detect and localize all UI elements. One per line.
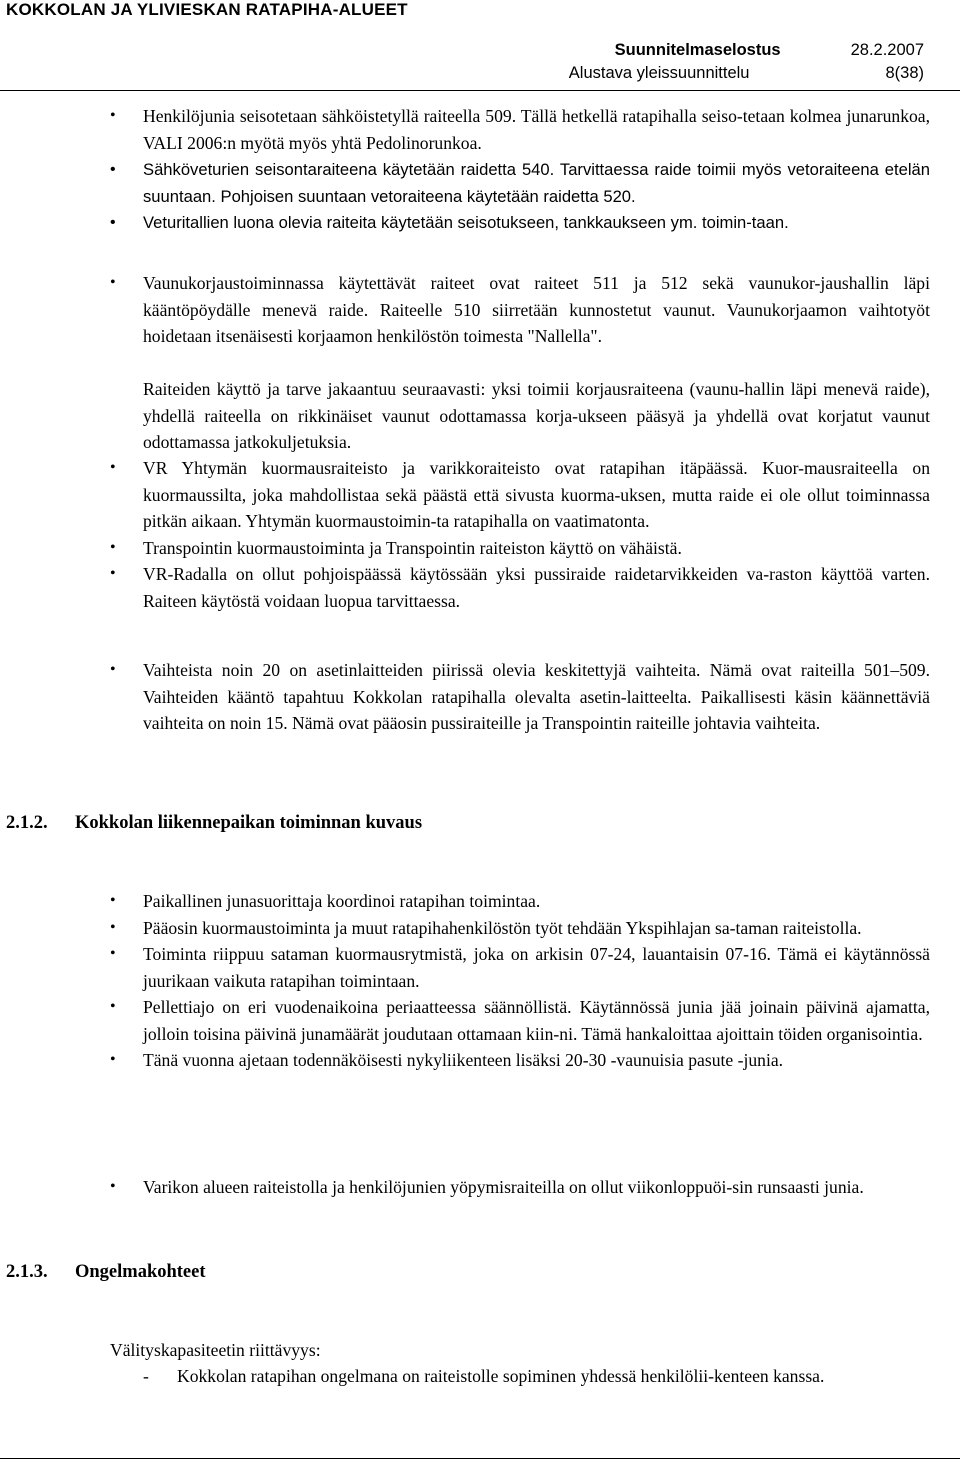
list-item: • Varikon alueen raiteistolla ja henkilöjunien yöpymisraiteilla on ollut viikonloppuöi-sin runsaasti junia. [110,1174,930,1201]
document-subtitle: Alustava yleissuunnittelu [568,64,750,82]
footer-rule [0,1458,960,1459]
body-paragraph: Raiteiden käyttö ja tarve jakaantuu seuraavasti: yksi toimii korjausraiteena (vaunu-hallin läpi menevä raide), yhdellä raiteella on rikkinäiset vaunut odottamassa korja-ukseen pääsyä ja yhdellä ovat korjatut vaunut odottamassa jatkokuljetuksia. [143,379,930,452]
list-item: • VR Yhtymän kuormausraiteisto ja varikkoraiteisto ovat ratapihan itäpäässä. Kuor-mausraiteella on kuormaussilta, joka mahdollistaa sekä päästä että sivusta kuorma-uksen, mutta raide ei ole ollut toiminnassa pitkän aikaan. Yhtymän kuormaustoimin-ta ratapihalla on vaatimatonta. [110,455,930,535]
section-number: 2.1.2. [6,813,48,833]
list-item: • Pellettiajo on eri vuodenaikoina periaatteessa säännöllistä. Käytännössä junia jää joinain päivinä ajamatta, jolloin toisina päivinä junamäärät joudutaan ottamaan kiin-ni. Tämä hankaloittaa ajoittain töiden organisointia. [110,994,930,1047]
list-item: • Transpointin kuormaustoiminta ja Transpointin raiteiston käyttö on vähäistä. [110,535,930,562]
section-heading-2-1-3 [6,1262,206,1283]
bullet-icon: • [110,661,116,678]
bullet-icon: • [110,274,116,291]
section-heading-2-1-2 [6,813,422,834]
bullet-icon: • [110,1178,116,1195]
list-item: • VR-Radalla on ollut pohjoispäässä käytössään yksi pussiraide raidetarvikkeiden va-raston käyttöä varten. Raiteen käytöstä voidaan luopua tarvittaessa. [110,561,930,614]
list-item: • Henkilöjunia seisotetaan sähköistetyllä raiteella 509. Tällä hetkellä ratapihalla seiso-tetaan kolmea junarunkoa, VALI 2006:n myötä myös yhtä Pedolinorunkoa. [110,103,930,156]
bullet-list-1c [110,270,930,350]
header-right-row1 [615,41,924,60]
list-item: • Pääosin kuormaustoiminta ja muut ratapihahenkilöstön työt tehdään Ykspihlajan sa-taman raiteistolla. [110,915,930,942]
bullet-icon: • [110,998,116,1015]
bullet-icon: • [110,538,116,556]
header-rule [0,90,960,91]
document-running-title: KOKKOLAN JA YLIVIESKAN RATAPIHA-ALUEET [6,0,408,19]
bullet-list-1b [110,157,930,237]
bullet-list-1a [110,103,930,156]
dash-marker: - [143,1366,149,1386]
document-date: 28.2.2007 [850,41,924,59]
list-item: • Vaihteista noin 20 on asetinlaitteiden piirissä olevia keskitettyjä vaihteita. Nämä ovat raiteilla 501–509. Vaihteiden kääntö tapahtuu Kokkolan ratapihalla olevalta asetin-laitteelta. Paikallisesti käsin käännettäviä vaihteita on noin 15. Nämä ovat pääosin pussiraiteille ja Transpointin raiteille johtavia vaihteita. [110,657,930,737]
list-item: • Sähköveturien seisontaraiteena käytetään raidetta 540. Tarvittaessa raide toimii myös vetoraiteena etelän suuntaan. Pohjoisen suuntaan vetoraiteena käytetään raidetta 520. [110,157,930,210]
dash-list-item: - Kokkolan ratapihan ongelmana on raiteistolle sopiminen yhdessä henkilölii-kenteen kanssa. [143,1363,960,1390]
bullet-icon: • [110,107,116,124]
bullet-icon: • [110,918,116,936]
list-item: • Veturitallien luona olevia raiteita käytetään seisotukseen, tankkaukseen ym. toimin-taan. [110,210,930,237]
bullet-list-1d [110,455,930,614]
list-item: • Paikallinen junasuorittaja koordinoi ratapihan toimintaa. [110,888,930,915]
list-item: • Tänä vuonna ajetaan todennäköisesti nykyliikenteen lisäksi 20-30 -vaunuisia pasute -junia. [110,1047,930,1074]
bullet-icon: • [110,945,116,962]
document-type: Suunnitelmaselostus [614,41,781,59]
header-right-row2 [569,64,924,83]
bullet-list-2a [110,888,930,1074]
list-item: • Vaunukorjaustoiminnassa käytettävät raiteet ovat raiteet 511 ja 512 sekä vaunukor-jaushallin läpi kääntöpöydälle menevä raide. Raiteelle 510 siirretään kunnostetut vaunut. Vaunukorjaamon vaihtotyöt hoidetaan itsenäisesti korjaamon henkilöstön toimesta "Nallella". [110,270,930,350]
section-number: 2.1.3. [6,1262,48,1282]
bullet-icon: • [110,214,116,231]
bullet-list-1e [110,657,930,737]
section-title: Ongelmakohteet [75,1262,206,1282]
bullet-icon: • [110,565,116,582]
bullet-icon: • [110,1051,116,1068]
section-title: Kokkolan liikennepaikan toiminnan kuvaus [75,813,423,833]
subheading-capacity: Välityskapasiteetin riittävyys: [110,1340,321,1360]
bullet-icon: • [110,892,116,909]
bullet-icon: • [110,459,116,476]
list-item: • Toiminta riippuu sataman kuormausrytmistä, joka on arkisin 07-24, lauantaisin 07-16. Tämä ei käytännössä juurikaan vaikuta ratapihan toimintaan. [110,941,930,994]
page-number: 8(38) [885,64,924,82]
bullet-list-2b [110,1174,930,1201]
bullet-icon: • [110,161,116,178]
